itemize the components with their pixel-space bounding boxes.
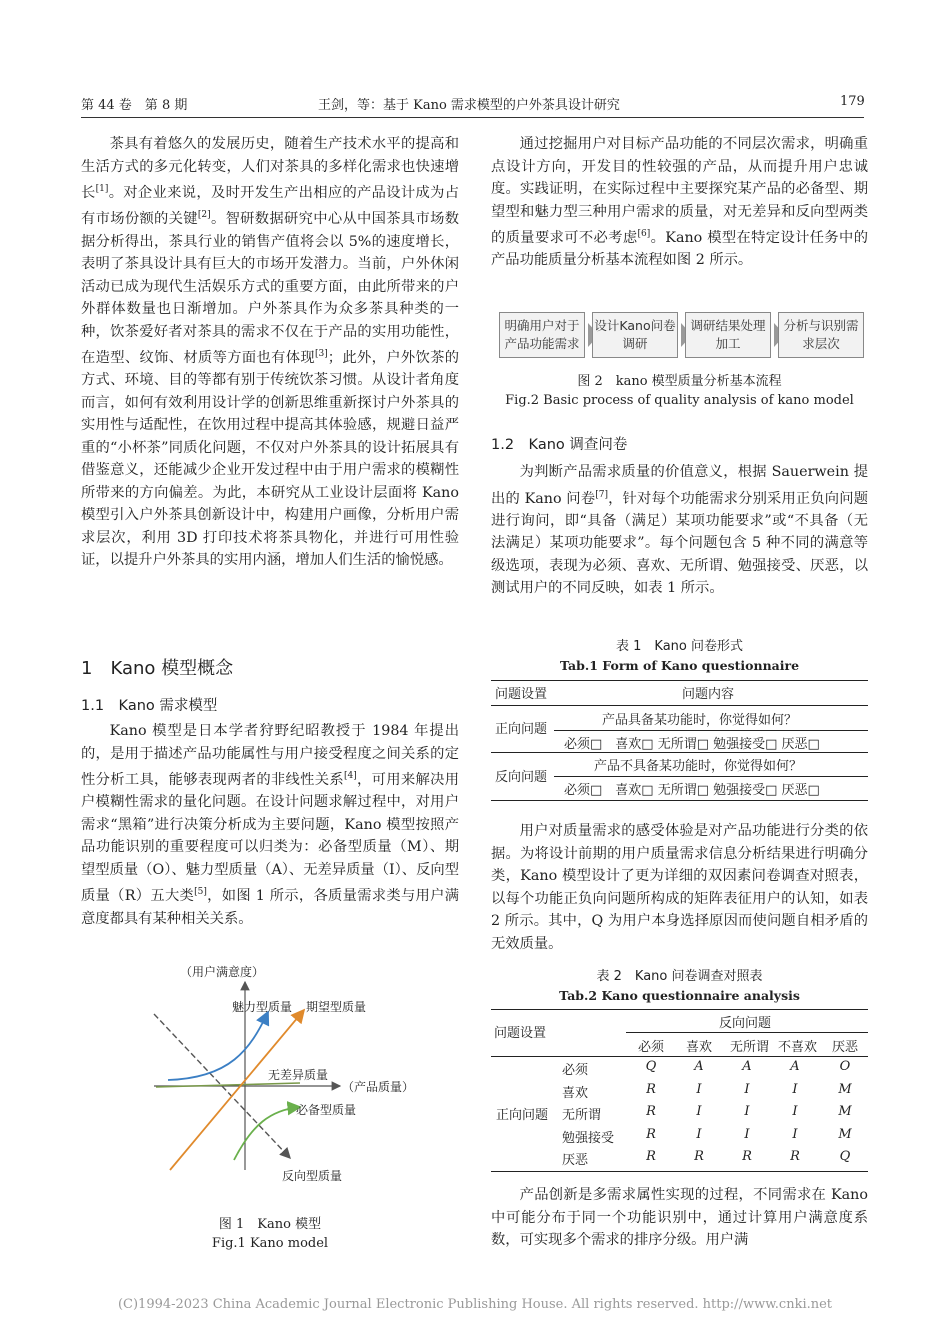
table-1-col-content: 问题内容: [682, 687, 735, 702]
table-2-cell: M: [838, 1104, 852, 1119]
table-2-cell: Q: [645, 1059, 657, 1074]
table-2-cell: R: [790, 1149, 800, 1164]
table-2-cell: I: [696, 1081, 702, 1097]
table-2-cell: R: [742, 1149, 752, 1164]
flow-step-4: 分析与识别需求层次: [778, 312, 864, 358]
table-2-reverse-header: 反向问题: [719, 1016, 772, 1031]
table-2-cell: I: [744, 1104, 750, 1119]
table-1-negative-question: 产品不具备某功能时，你觉得如何？: [594, 759, 803, 774]
reverse-label: 反向型质量: [282, 1169, 343, 1183]
table-1-negative-options: 必须□ 喜欢□ 无所谓□ 勉强接受□ 厌恶□: [564, 783, 820, 798]
table-2-answer-header: 喜欢: [685, 1040, 712, 1055]
section-1-1-paragraph: Kano 模型是日本学者狩野纪昭教授于 1984 年提出的，是用于描述产品功能属性与用户接受程度之间关系的定性分析工具，能够表现两者的非线性关系[4]，可用来解决用户模糊性需求的量化问题。在设计问题求解过程中，对用户需求“黑箱”进行决策分析成为主要问题，Kano 模型按照产品功能识别的重要程度可以归类为：必备型质量（M）、期望型质量（O）、魅力型质量（A）、无差异质量（I）、反向型质量（R）五大类[5]，如图 1 所示，各质量需求类与用户满意度都具有某种相关关系。: [81, 723, 460, 927]
table-2-setting-header: 问题设置: [494, 1026, 547, 1041]
table-2-cell: I: [696, 1104, 702, 1119]
table-2-answer-header: 必须: [637, 1040, 664, 1055]
table-2-answer-header: 厌恶: [831, 1040, 858, 1055]
table-2-cell: R: [694, 1149, 704, 1164]
flow-step-2: 设计Kano问卷调研: [592, 312, 678, 358]
y-axis-label: （用户满意度）: [180, 965, 265, 979]
table-2-cell: A: [742, 1059, 752, 1074]
journal-issue: 第 44 卷 第 8 期: [81, 98, 188, 113]
table-2-forward-label: 正向问题: [496, 1108, 549, 1123]
table-2-caption-en: Tab.2 Kano questionnaire analysis: [559, 988, 800, 1003]
table-2-row-label: 厌恶: [562, 1153, 589, 1168]
table-2-intro-paragraph: 用户对质量需求的感受体验是对产品功能进行分类的依据。为将设计前期的用户质量需求信息分析结果进行明确分类，Kano 模型设计了更为详细的双因素问卷调查对照表，以每个功能正负向问题所构成的矩阵表征用户的认知，如表 2 所示。其中，Q 为用户本身选择原因而使问题自相矛盾的无效质量。: [491, 823, 868, 952]
section-1-2-paragraph: 为判断产品需求质量的价值意义，根据 Sauerwein 提出的 Kano 问卷[7]，针对每个功能需求分别采用正负向问题进行询问，即“具备（满足）某项功能要求”或“不具备（无法满足）某项功能要求”。每个问题包含 5 种不同的满意等级选项，表现为必须、喜欢、无所谓、勉强接受、厌恶，以测试用户的不同反映，如表 1 所示。: [491, 464, 869, 597]
table-2-cell: M: [838, 1126, 852, 1142]
table-2-answer-header: 不喜欢: [778, 1040, 818, 1055]
table-2-cell: R: [646, 1081, 656, 1097]
table-2-caption: [491, 967, 868, 1005]
table-2-row-label: 喜欢: [562, 1085, 589, 1101]
table-2-cell: I: [792, 1126, 798, 1142]
right-bottom-paragraph: 产品创新是多需求属性实现的过程，不同需求在 Kano 中可能分布于同一个功能识别中，通过计算用户满意度系数，可实现多个需求的排序分级。用户满: [491, 1187, 868, 1248]
expected-quality-line: [170, 1010, 304, 1170]
table-1-caption-cn: 表 1 Kano 问卷形式: [616, 639, 743, 654]
table-2-cell: I: [744, 1081, 750, 1097]
table-2-cell: R: [646, 1149, 656, 1164]
table-2-cell: I: [744, 1126, 750, 1142]
indifferent-label: 无差异质量: [268, 1068, 329, 1082]
table-1-caption: [491, 637, 868, 675]
table-2-cell: I: [696, 1126, 702, 1142]
table-2-row-label: 勉强接受: [562, 1130, 615, 1146]
expected-label: 期望型质量: [306, 1000, 367, 1014]
flow-step-1: 明确用户对于产品功能需求: [499, 312, 585, 358]
page-number: 179: [840, 94, 865, 109]
table-2-row-label: 无所谓: [562, 1108, 602, 1123]
table-1-positive-label: 正向问题: [495, 722, 548, 737]
section-1-2-heading: 1.2 Kano 调查问卷: [491, 437, 628, 453]
attractive-label: 魅力型质量: [232, 1000, 293, 1014]
header-rule: [81, 117, 864, 118]
table-2-cell: O: [839, 1059, 851, 1074]
x-axis-label: （产品质量）: [342, 1080, 415, 1094]
table-2-cell: I: [792, 1104, 798, 1119]
right-top-paragraph: 通过挖掘用户对目标产品功能的不同层次需求，明确重点设计方向，开发目的性较强的产品，从而提升用户忠诚度。实践证明，在实际过程中主要探究某产品的必备型、期望型和魅力型三种用户需求的质量，对无差异和反向型两类的质量要求可不必考虑[6]。Kano 模型在特定设计任务中的产品功能质量分析基本流程如图 2 所示。: [491, 136, 868, 269]
intro-paragraph: 茶具有着悠久的发展历史，随着生产技术水平的提高和生活方式的多元化转变，人们对茶具的多样化需求也快速增长[1]。对企业来说，及时开发生产出相应的产品设计成为占有市场份额的关键[2]。智研数据研究中心从中国茶具市场数据分析得出，茶具行业的销售产值将会以 5%的速度增长，表明了茶具设计具有巨大的市场开发潜力。当前，户外休闲活动已成为现代生活娱乐方式的重要方面，由此所带来的户外群体数量也日渐增加。户外茶具作为众多茶具种类的一种，饮茶爱好者对茶具的需求不仅在于产品的实用功能性，在造型、纹饰、材质等方面也有体现[3]；此外，户外饮茶的方式、环境、目的等都有别于传统饮茶习惯。从设计者角度而言，如何有效利用设计学的创新思维重新探讨户外茶具的实用性与适配性，在饮用过程中提高其体验感，规避日益严重的“小杯茶”同质化问题，不仅对户外茶具的设计拓展具有借鉴意义，还能减少企业开发过程中由于用户需求的模糊性所带来的方向偏差。为此，本研究从工业设计层面将 Kano 模型引入户外茶具创新设计中，构建用户画像，分析用户需求层次，利用 3D 打印技术将茶具物化，并进行可用性验证，以提升户外茶具的实用内涵，增加人们生活的愉悦感。: [81, 136, 460, 569]
figure-2-caption-cn: 图 2 kano 模型质量分析基本流程: [577, 374, 782, 389]
copyright-footer: (C)1994-2023 China Academic Journal Electronic Publishing House. All rights reserved. http://www.cnki.net: [117, 1297, 833, 1312]
section-1-heading: 1 Kano 模型概念: [81, 658, 234, 679]
table-2-cell: R: [646, 1104, 656, 1119]
table-1-positive-options: 必须□ 喜欢□ 无所谓□ 勉强接受□ 厌恶□: [564, 737, 820, 752]
table-2-cell: A: [694, 1059, 704, 1074]
table-2-caption-cn: 表 2 Kano 问卷调查对照表: [596, 969, 763, 984]
figure-1-caption: [150, 1215, 390, 1253]
table-2-row-label: 必须: [562, 1063, 589, 1078]
table-2-cell: I: [792, 1081, 798, 1097]
section-1-1-heading: 1.1 Kano 需求模型: [81, 698, 218, 714]
table-2-cell: A: [790, 1059, 800, 1074]
must-be-label: 必备型质量: [296, 1103, 357, 1117]
table-2-cell: Q: [839, 1149, 851, 1164]
figure-1-caption-cn: 图 1 Kano 模型: [218, 1217, 322, 1232]
figure-2-caption-en: Fig.2 Basic process of quality analysis of kano model: [505, 393, 854, 408]
table-2-cell: M: [838, 1081, 852, 1097]
figure-2-caption: [491, 372, 868, 410]
table-1-caption-en: Tab.1 Form of Kano questionnaire: [559, 658, 800, 673]
table-2-cell: R: [646, 1126, 656, 1142]
table-2-answer-header: 无所谓: [730, 1040, 770, 1055]
figure-1-caption-en: Fig.1 Kano model: [211, 1236, 329, 1251]
table-1-negative-label: 反向问题: [495, 770, 548, 785]
running-title: 王剑，等：基于 Kano 需求模型的户外茶具设计研究: [318, 98, 620, 113]
table-1-positive-question: 产品具备某功能时，你觉得如何？: [602, 713, 798, 728]
table-1-col-setting: 问题设置: [495, 687, 548, 702]
flow-step-3: 调研结果处理加工: [685, 312, 771, 358]
